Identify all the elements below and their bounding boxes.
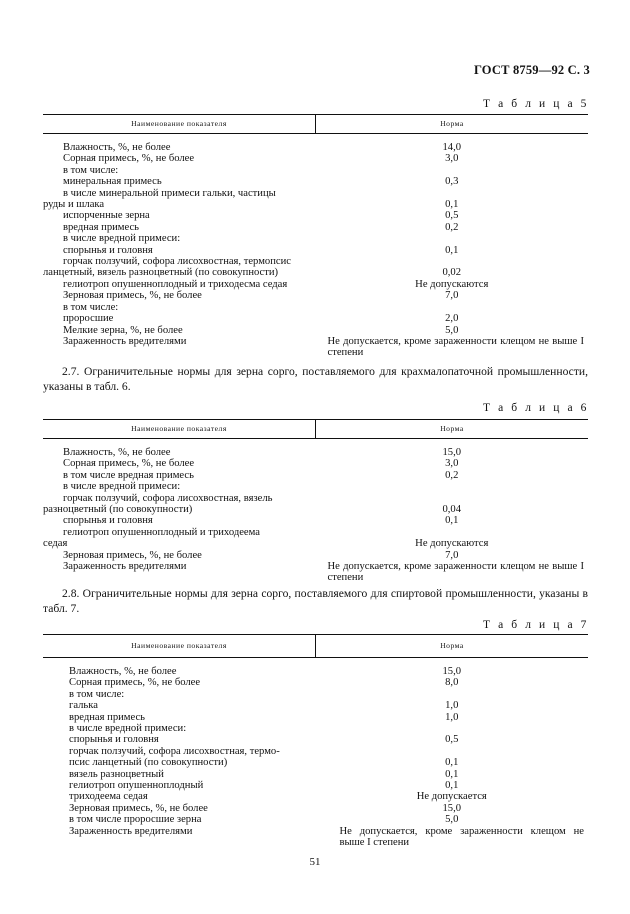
table-row (43, 493, 588, 504)
indicator-name-cell: Сорная примесь, %, не более (69, 677, 201, 689)
norm-value-cell: 0,3 (445, 176, 459, 188)
norm-value-cell: 5,0 (445, 814, 459, 826)
norm-value-cell: 3,0 (445, 153, 459, 165)
norm-value-cell: 0,5 (445, 734, 459, 746)
norm-value-cell: 0,1 (445, 515, 459, 527)
table-spacer-row (43, 658, 588, 667)
indicator-name-cell: вредная примесь (69, 711, 145, 723)
norm-value-cell: 2,0 (445, 313, 459, 325)
indicator-name-cell: вязель разноцветный (69, 768, 164, 780)
table6-header-name: Наименование показателя (43, 420, 316, 439)
norm-value-cell: 0,5 (445, 210, 459, 222)
norm-value-cell: 0,1 (445, 199, 459, 211)
indicator-name-cell: спорынья и головня (69, 734, 159, 746)
indicator-name-cell: в числе вредной примеси: (63, 233, 181, 245)
norm-value-cell: 0,02 (442, 267, 462, 279)
indicator-name-cell: минеральная примесь (63, 176, 162, 188)
table-row (43, 199, 588, 210)
norm-value-cell: 0,2 (445, 469, 459, 481)
table-row (43, 515, 588, 526)
table6-header-norm: Норма (316, 420, 589, 439)
indicator-name-cell: в том числе: (69, 688, 125, 700)
norm-value-cell (316, 746, 589, 757)
indicator-name-cell: триходеема седая (69, 791, 148, 803)
indicator-name-cell: в числе вредной примеси: (63, 481, 181, 493)
norm-value-cell: 8,0 (445, 677, 459, 689)
norm-value-cell: 0,1 (445, 780, 459, 792)
norm-value-cell: 15,0 (442, 802, 462, 814)
table-row (43, 233, 588, 244)
norm-value-cell: Не допускается, кроме зараженности клещом не выше I степени (327, 335, 584, 359)
indicator-name-cell: гелиотроп опушенноплодный и триходесма седая (63, 278, 288, 290)
indicator-name-cell: в числе вредной примеси: (69, 723, 187, 735)
norm-value-cell: 14,0 (442, 142, 462, 153)
norm-value-cell (316, 689, 589, 700)
table-row (43, 458, 588, 469)
spacer-cell (43, 439, 316, 448)
table-row (43, 176, 588, 187)
table-row (43, 142, 588, 153)
norm-value-cell (316, 527, 589, 538)
norm-value-cell (316, 233, 589, 244)
norm-value-cell: Не допускается (416, 791, 487, 803)
table-row (43, 666, 588, 677)
table-row (43, 538, 588, 549)
norm-value-cell (316, 256, 589, 267)
table-row (43, 267, 588, 278)
norm-value-cell: 7,0 (445, 290, 459, 302)
norm-value-cell (316, 493, 589, 504)
table-row (43, 769, 588, 780)
table-row (43, 561, 588, 584)
table-row (43, 746, 588, 757)
spacer-cell (316, 134, 589, 143)
table5-header-name: Наименование показателя (43, 115, 316, 134)
norm-value-cell: 0,2 (445, 221, 459, 233)
norm-value-cell: Не допускаются (415, 538, 489, 550)
table5-caption: Т а б л и ц а 5 (482, 98, 589, 110)
table-row (43, 803, 588, 814)
page-number: 51 (309, 856, 321, 868)
indicator-name-cell: Зараженность вредителями (63, 561, 187, 573)
indicator-name-cell: гелиотроп опушенноплодный и триходеема (63, 526, 260, 538)
table-row (43, 826, 588, 849)
table6-caption: Т а б л и ц а 6 (482, 402, 589, 414)
indicator-name-cell: Зараженность вредителями (69, 825, 193, 837)
table-spacer-row (43, 439, 588, 448)
norm-value-cell (316, 188, 589, 199)
table7 (43, 634, 588, 849)
norm-value-cell: 3,0 (445, 458, 459, 470)
table-row (43, 245, 588, 256)
table-row (43, 222, 588, 233)
indicator-name-cell: горчак ползучий, софора лисохвостная, термо- (69, 745, 280, 757)
table-row (43, 336, 588, 359)
indicator-name-cell: руды и шлака (43, 199, 105, 211)
table-row (43, 814, 588, 825)
table-row (43, 757, 588, 768)
table-row (43, 504, 588, 515)
indicator-name-cell: проросшие (63, 313, 114, 325)
spacer-cell (316, 658, 589, 667)
table-spacer-row (43, 134, 588, 143)
indicator-name-cell: Зараженность вредителями (63, 335, 187, 347)
indicator-name-cell: разноцветный (по совокупности) (43, 504, 193, 516)
indicator-name-cell: в том числе вредная примесь (63, 469, 194, 481)
norm-value-cell: 15,0 (442, 666, 462, 677)
indicator-name-cell: Зерновая примесь, %, не более (69, 802, 208, 814)
indicator-name-cell: Сорная примесь, %, не более (63, 458, 195, 470)
table-row (43, 481, 588, 492)
paragraph-2-8: 2.8. Ограничительные нормы для зерна сорго, поставляемого для спиртовой промышленности, указаны в табл. 7. (43, 587, 588, 615)
table-row (43, 153, 588, 164)
indicator-name-cell: Зерновая примесь, %, не более (63, 549, 202, 561)
table-row (43, 313, 588, 324)
table-row (43, 734, 588, 745)
norm-value-cell: 5,0 (445, 324, 459, 336)
indicator-name-cell: Мелкие зерна, %, не более (63, 324, 183, 336)
indicator-name-cell: седая (43, 538, 68, 550)
norm-value-cell: Не допускаются (415, 278, 489, 290)
indicator-name-cell: в том числе: (63, 164, 119, 176)
table-row (43, 712, 588, 723)
indicator-name-cell: в числе минеральной примеси гальки, частицы (63, 187, 276, 199)
indicator-name-cell: галька (69, 700, 98, 712)
norm-value-cell: Не допускается, кроме зараженности клещом не выше I степени (339, 825, 584, 849)
norm-value-cell: 1,0 (445, 711, 459, 723)
indicator-name-cell: Сорная примесь, %, не более (63, 153, 195, 165)
table-row (43, 279, 588, 290)
spacer-cell (43, 658, 316, 667)
norm-value-cell: 0,1 (445, 768, 459, 780)
table-row (43, 290, 588, 301)
table7-header-norm: Норма (316, 635, 589, 658)
table-row (43, 470, 588, 481)
indicator-name-cell: в том числе: (63, 301, 119, 313)
norm-value-cell: 15,0 (442, 447, 462, 458)
table7-header-name: Наименование показателя (43, 635, 316, 658)
table-row (43, 677, 588, 688)
norm-value-cell: 0,1 (445, 244, 459, 256)
table-row (43, 210, 588, 221)
norm-value-cell: 1,0 (445, 700, 459, 712)
table-row (43, 780, 588, 791)
indicator-name-cell: испорченные зерна (63, 210, 150, 222)
table-row (43, 188, 588, 199)
norm-value-cell: 0,1 (445, 757, 459, 769)
table5 (43, 114, 588, 359)
indicator-name-cell: ланцетный, вязель разноцветный (по совокупности) (43, 267, 279, 279)
table-row (43, 791, 588, 802)
table-row (43, 550, 588, 561)
indicator-name-cell: гелиотроп опушенноплодный (69, 780, 204, 792)
table-row (43, 302, 588, 313)
spacer-cell (316, 439, 589, 448)
indicator-name-cell: в том числе проросшие зерна (69, 814, 202, 826)
norm-value-cell: Не допускается, кроме зараженности клещом не выше I степени (327, 561, 584, 584)
indicator-name-cell: Зерновая примесь, %, не более (63, 290, 202, 302)
table-row (43, 527, 588, 538)
indicator-name-cell: горчак ползучий, софора лисохвостная, вязель (63, 492, 273, 504)
document-header: ГОСТ 8759—92 С. 3 (473, 63, 590, 77)
paragraph-2-7: 2.7. Ограничительные нормы для зерна сорго, поставляемого для крахмалопаточной промышленности, указаны в табл. 6. (43, 365, 588, 393)
table-row (43, 447, 588, 458)
table6 (43, 419, 588, 584)
table-row (43, 700, 588, 711)
table-row (43, 256, 588, 267)
indicator-name-cell: спорынья и головня (63, 244, 153, 256)
table-row (43, 325, 588, 336)
norm-value-cell: 7,0 (445, 549, 459, 561)
indicator-name-cell: Влажность, %, не более (63, 447, 171, 458)
indicator-name-cell: Влажность, %, не более (69, 666, 177, 677)
indicator-name-cell: вредная примесь (63, 221, 139, 233)
norm-value-cell (316, 165, 589, 176)
norm-value-cell (316, 481, 589, 492)
indicator-name-cell: горчак ползучий, софора лисохвостная, термопсис (63, 256, 291, 268)
indicator-name-cell: спорынья и головня (63, 515, 153, 527)
table-row (43, 723, 588, 734)
table-row (43, 689, 588, 700)
norm-value-cell: 0,04 (442, 504, 462, 516)
spacer-cell (43, 134, 316, 143)
indicator-name-cell: псис ланцетный (по совокупности) (69, 757, 228, 769)
table7-caption: Т а б л и ц а 7 (482, 619, 589, 631)
indicator-name-cell: Влажность, %, не более (63, 142, 171, 153)
table-row (43, 165, 588, 176)
norm-value-cell (316, 723, 589, 734)
norm-value-cell (316, 302, 589, 313)
table5-header-norm: Норма (316, 115, 589, 134)
